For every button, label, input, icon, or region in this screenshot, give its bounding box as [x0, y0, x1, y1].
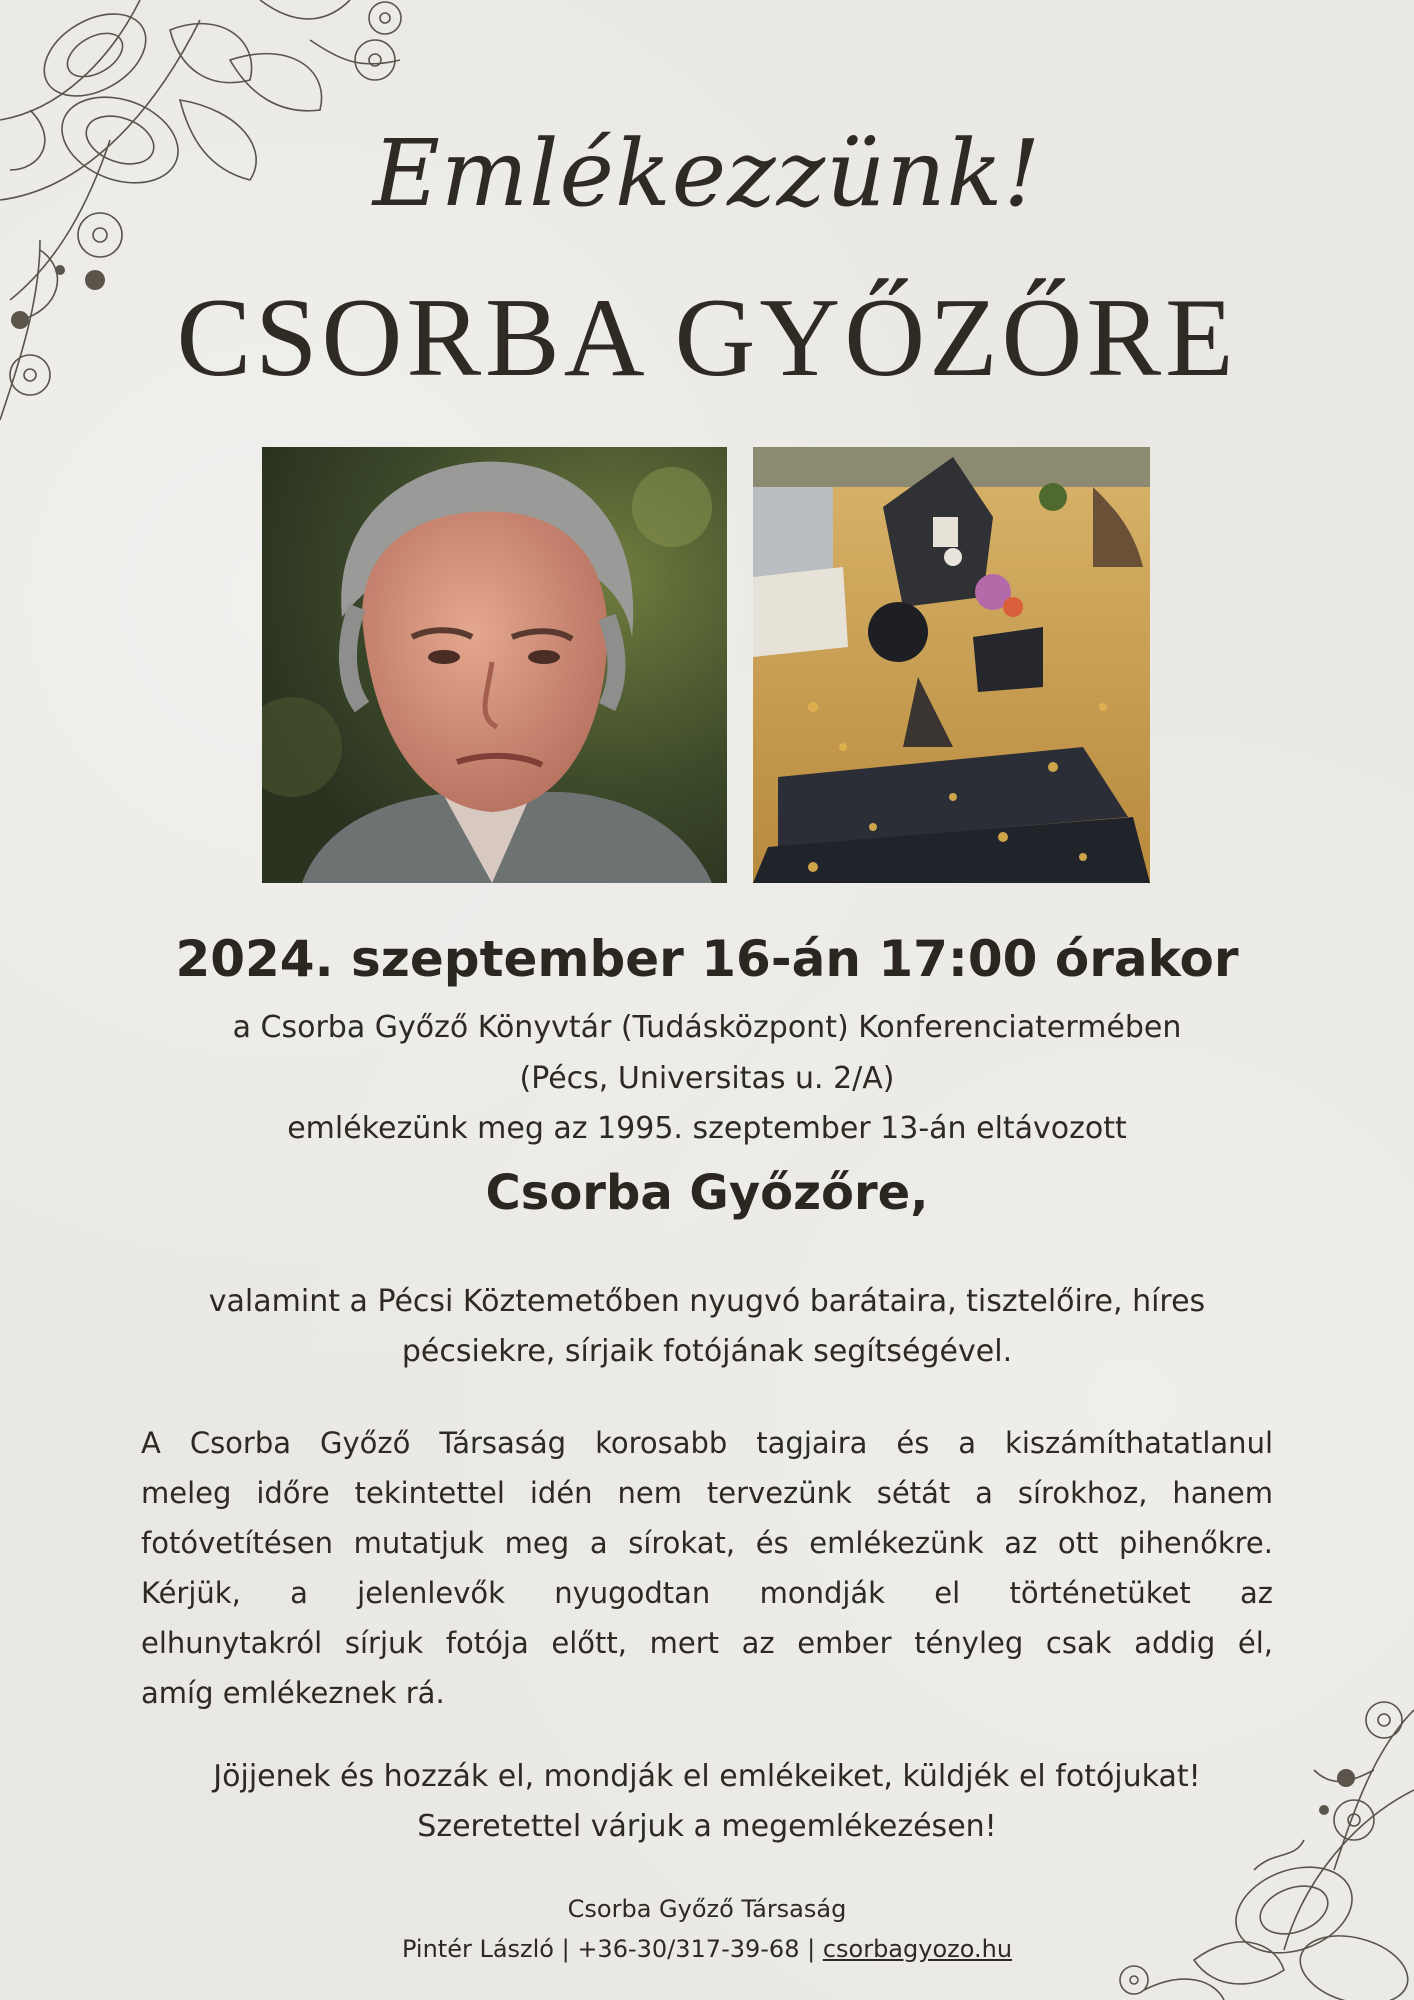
portrait-photo: [262, 447, 727, 883]
honoree-name: Csorba Győzőre,: [485, 1165, 929, 1221]
page-title: CSORBA GYŐZŐRE: [176, 276, 1238, 400]
footer-organization: Csorba Győző Társaság: [567, 1895, 847, 1923]
paragraph1-line2: pécsiekre, sírjaik fotójának segítségével.: [401, 1334, 1013, 1369]
event-venue: a Csorba Győző Könyvtár (Tudásközpont) Konferenciatermében: [232, 1010, 1182, 1045]
paragraph2-line6: amíg emlékeznek rá.: [141, 1676, 445, 1710]
paragraph2-line3: fotóvetítésen mutatjuk meg a sírokat, és emlékezünk az ott pihenőkre.: [141, 1526, 1273, 1560]
grave-photo: [753, 447, 1150, 883]
closing-line1: Jöjjenek és hozzák el, mondják el emlékeiket, küldjék el fotójukat!: [213, 1759, 1201, 1794]
website-link[interactable]: csorbagyozo.hu: [822, 1935, 1013, 1963]
paragraph2-line5: elhunytakról sírjuk fotója előtt, mert az ember tényleg csak addig él,: [141, 1626, 1273, 1660]
paragraph2-line1: A Csorba Győző Társaság korosabb tagjaira és a kiszámíthatatlanul: [141, 1426, 1273, 1460]
footer-contact: [0, 1935, 1414, 1963]
paragraph2-line2: meleg időre tekintettel idén nem tervezünk sétát a sírokhoz, hanem: [141, 1476, 1273, 1510]
event-intro: emlékezünk meg az 1995. szeptember 13-án eltávozott: [287, 1111, 1127, 1146]
footer-contact-text: Pintér László | +36-30/317-39-68 |: [401, 1935, 823, 1963]
paragraph1-line1: valamint a Pécsi Köztemetőben nyugvó barátaira, tisztelőire, híres: [208, 1284, 1206, 1319]
event-address: (Pécs, Universitas u. 2/A): [519, 1061, 895, 1096]
event-date-time: 2024. szeptember 16-án 17:00 órakor: [175, 930, 1239, 988]
paragraph2-line4: Kérjük, a jelenlevők nyugodtan mondják el történetüket az: [141, 1576, 1273, 1610]
script-heading: Emlékezzünk!: [372, 120, 1042, 227]
closing-line2: Szeretettel várjuk a megemlékezésen!: [417, 1809, 997, 1844]
